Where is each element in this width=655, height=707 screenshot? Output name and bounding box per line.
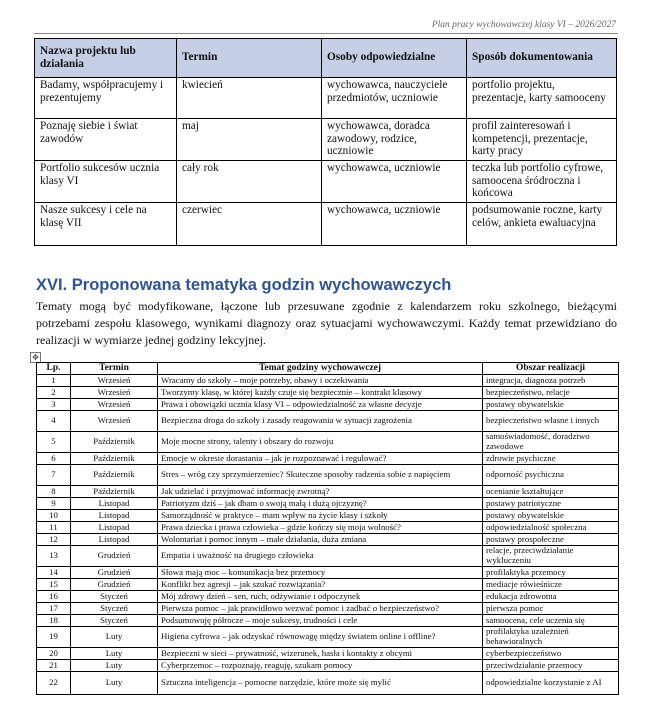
cell-term: Grudzień	[71, 579, 158, 591]
table-row	[35, 119, 617, 161]
cell-term: Wrzesień	[71, 411, 158, 432]
cell-responsible: wychowawca, nauczyciele przedmiotów, uczniowie	[322, 78, 467, 119]
cell-term: Styczeń	[71, 615, 158, 627]
cell-topic: Słowa mają moc – komunikacja bez przemocy	[158, 567, 483, 579]
cell-topic: Bezpieczna droga do szkoły i zasady reagowania w sytuacji zagrożenia	[158, 411, 483, 432]
table-row	[37, 567, 619, 579]
cell-topic: Sztuczna inteligencja – pomocne narzędzie, które może się mylić	[158, 672, 483, 695]
cell-lp: 9	[37, 498, 71, 510]
cell-topic: Podsumowuję półrocze – moje sukcesy, trudności i cele	[158, 615, 483, 627]
cell-term: cały rok	[177, 161, 322, 203]
cell-documentation: profil zainteresowań i kompetencji, prezentacje, karty pracy	[467, 119, 617, 161]
cell-area: profilaktyka uzależnień behawioralnych	[483, 627, 619, 648]
table-row	[37, 453, 619, 465]
table-row	[37, 411, 619, 432]
cell-term: maj	[177, 119, 322, 161]
cell-topic: Mój zdrowy dzień – sen, ruch, odżywianie i odpoczynek	[158, 591, 483, 603]
table-row	[37, 432, 619, 453]
col-header-area: Obszar realizacji	[483, 363, 619, 375]
cell-lp: 13	[37, 546, 71, 567]
table-row	[37, 627, 619, 648]
cell-term: Październik	[71, 432, 158, 453]
cell-documentation: podsumowanie roczne, karty celów, ankieta ewaluacyjna	[467, 203, 617, 246]
cell-topic: Cyberprzemoc – rozpoznaję, reaguję, szukam pomocy	[158, 660, 483, 672]
table-row	[35, 161, 617, 203]
cell-lp: 18	[37, 615, 71, 627]
cell-term: Październik	[71, 465, 158, 486]
cell-area: integracja, diagnoza potrzeb	[483, 375, 619, 387]
table-row	[37, 387, 619, 399]
cell-lp: 20	[37, 648, 71, 660]
cell-lp: 16	[37, 591, 71, 603]
cell-term: Luty	[71, 672, 158, 695]
col-header-term: Termin	[71, 363, 158, 375]
cell-term: Październik	[71, 453, 158, 465]
col-header-responsible: Osoby odpowiedzialne	[322, 39, 467, 78]
cell-lp: 12	[37, 534, 71, 546]
col-header-lp: Lp.	[37, 363, 71, 375]
cell-lp: 11	[37, 522, 71, 534]
cell-term: Listopad	[71, 510, 158, 522]
cell-topic: Jak udzielać i przyjmować informację zwrotną?	[158, 486, 483, 498]
topics-table	[36, 362, 619, 695]
cell-topic: Moje mocne strony, talenty i obszary do rozwoju	[158, 432, 483, 453]
cell-term: Listopad	[71, 534, 158, 546]
cell-lp: 17	[37, 603, 71, 615]
col-header-topic: Temat godziny wychowawczej	[158, 363, 483, 375]
cell-term: Styczeń	[71, 591, 158, 603]
cell-area: samoocena, cele uczenia się	[483, 615, 619, 627]
cell-topic: Empatia i uważność na drugiego człowieka	[158, 546, 483, 567]
table-row	[37, 603, 619, 615]
cell-area: edukacja zdrowotna	[483, 591, 619, 603]
cell-project: Nasze sukcesy i cele na klasę VII	[35, 203, 177, 246]
cell-area: ocenianie kształtujące	[483, 486, 619, 498]
cell-lp: 2	[37, 387, 71, 399]
cell-term: Luty	[71, 660, 158, 672]
cell-topic: Pierwsza pomoc – jak prawidłowo wezwać pomoc i zadbać o bezpieczeństwo?	[158, 603, 483, 615]
cell-topic: Wolontariat i pomoc innym – małe działania, duża zmiana	[158, 534, 483, 546]
table-row	[37, 534, 619, 546]
cell-area: odpowiedzialne korzystanie z AI	[483, 672, 619, 695]
cell-topic: Prawa i obowiązki ucznia klasy VI – odpowiedzialność za własne decyzje	[158, 399, 483, 411]
cell-topic: Emocje w okresie dorastania – jak je rozpoznawać i regulować?	[158, 453, 483, 465]
cell-area: relacje, przeciwdziałanie wykluczeniu	[483, 546, 619, 567]
cell-topic: Wracamy do szkoły – moje potrzeby, obawy i oczekiwania	[158, 375, 483, 387]
header-rule	[34, 33, 618, 34]
cell-area: postawy obywatelskie	[483, 510, 619, 522]
table-row	[37, 498, 619, 510]
cell-area: samoświadomość, doradztwo zawodowe	[483, 432, 619, 453]
cell-term: Luty	[71, 648, 158, 660]
cell-area: postawy prospołeczne	[483, 534, 619, 546]
table-row	[37, 486, 619, 498]
cell-project: Poznaję siebie i świat zawodów	[35, 119, 177, 161]
cell-area: odporność psychiczna	[483, 465, 619, 486]
cell-area: postawy obywatelskie	[483, 399, 619, 411]
cell-topic: Bezpieczni w sieci – prywatność, wizerunek, hasła i kontakty z obcymi	[158, 648, 483, 660]
table-row	[37, 510, 619, 522]
cell-lp: 1	[37, 375, 71, 387]
table-row	[37, 579, 619, 591]
cell-area: cyberbezpieczeństwo	[483, 648, 619, 660]
cell-term: Listopad	[71, 498, 158, 510]
cell-lp: 4	[37, 411, 71, 432]
cell-area: przeciwdziałanie przemocy	[483, 660, 619, 672]
cell-lp: 22	[37, 672, 71, 695]
cell-term: Wrzesień	[71, 387, 158, 399]
cell-area: odpowiedzialność społeczna	[483, 522, 619, 534]
projects-table	[34, 38, 617, 246]
cell-lp: 3	[37, 399, 71, 411]
cell-area: profilaktyka przemocy	[483, 567, 619, 579]
table-row	[35, 203, 617, 246]
cell-term: Listopad	[71, 522, 158, 534]
cell-term: Grudzień	[71, 567, 158, 579]
cell-topic: Stres – wróg czy sprzymierzeniec? Skuteczne sposoby radzenia sobie z napięciem	[158, 465, 483, 486]
cell-lp: 15	[37, 579, 71, 591]
table-row	[37, 648, 619, 660]
page-header: Plan pracy wychowawczej klasy VI – 2026/2027	[431, 20, 616, 30]
table-row	[37, 615, 619, 627]
table-row	[37, 672, 619, 695]
cell-project: Portfolio sukcesów ucznia klasy VI	[35, 161, 177, 203]
cell-project: Badamy, współpracujemy i prezentujemy	[35, 78, 177, 119]
cell-area: postawy patriotyczne	[483, 498, 619, 510]
cell-term: Październik	[71, 486, 158, 498]
cell-lp: 19	[37, 627, 71, 648]
cell-area: bezpieczeństwo, relacje	[483, 387, 619, 399]
cell-area: mediacje rówieśnicze	[483, 579, 619, 591]
cell-term: Luty	[71, 627, 158, 648]
cell-lp: 14	[37, 567, 71, 579]
cell-term: Styczeń	[71, 603, 158, 615]
cell-lp: 6	[37, 453, 71, 465]
table-row	[37, 465, 619, 486]
cell-area: zdrowie psychiczne	[483, 453, 619, 465]
cell-responsible: wychowawca, uczniowie	[322, 161, 467, 203]
table-row	[37, 399, 619, 411]
section-title: XVI. Proponowana tematyka godzin wychowawczych	[36, 276, 452, 294]
col-header-documentation: Sposób dokumentowania	[467, 39, 617, 78]
table-row	[37, 591, 619, 603]
cell-documentation: teczka lub portfolio cyfrowe, samoocena śródroczna i końcowa	[467, 161, 617, 203]
topics-header-row	[37, 363, 619, 375]
projects-header-row	[35, 39, 617, 78]
cell-topic: Konflikt bez agresji – jak szukać rozwiązania?	[158, 579, 483, 591]
col-header-term: Termin	[177, 39, 322, 78]
cell-area: pierwsza pomoc	[483, 603, 619, 615]
cell-lp: 10	[37, 510, 71, 522]
cell-topic: Patriotyzm dziś – jak dbam o swoją małą i dużą ojczyznę?	[158, 498, 483, 510]
cell-topic: Samorządność w praktyce – mam wpływ na życie klasy i szkoły	[158, 510, 483, 522]
table-row	[37, 660, 619, 672]
cell-term: Wrzesień	[71, 375, 158, 387]
table-row	[37, 546, 619, 567]
cell-documentation: portfolio projektu, prezentacje, karty samooceny	[467, 78, 617, 119]
cell-term: Wrzesień	[71, 399, 158, 411]
cell-term: czerwiec	[177, 203, 322, 246]
cell-term: Grudzień	[71, 546, 158, 567]
cell-lp: 7	[37, 465, 71, 486]
cell-lp: 5	[37, 432, 71, 453]
col-header-project: Nazwa projektu lub działania	[35, 39, 177, 78]
cell-lp: 8	[37, 486, 71, 498]
table-move-handle-icon[interactable]: ✥	[30, 352, 41, 363]
cell-responsible: wychowawca, doradca zawodowy, rodzice, uczniowie	[322, 119, 467, 161]
intro-paragraph: Tematy mogą być modyfikowane, łączone lub przesuwane zgodnie z kalendarzem roku szkolnego, bieżącymi potrzebami zespołu klasowego, wynikami diagnozy oraz sytuacjami wychowawczymi. Każdy temat przewidziano do realizacji w wymiarze jednej godziny lekcyjnej.	[36, 299, 617, 347]
cell-term: kwiecień	[177, 78, 322, 119]
cell-area: bezpieczeństwo własne i innych	[483, 411, 619, 432]
table-row	[35, 78, 617, 119]
cell-responsible: wychowawca, uczniowie	[322, 203, 467, 246]
cell-topic: Prawa dziecka i prawa człowieka – gdzie kończy się moja wolność?	[158, 522, 483, 534]
topics-table-body	[37, 375, 619, 695]
cell-topic: Higiena cyfrowa – jak odzyskać równowagę między światem online i offline?	[158, 627, 483, 648]
table-row	[37, 522, 619, 534]
table-row	[37, 375, 619, 387]
cell-lp: 21	[37, 660, 71, 672]
cell-topic: Tworzymy klasę, w której każdy czuje się bezpiecznie – kontrakt klasowy	[158, 387, 483, 399]
